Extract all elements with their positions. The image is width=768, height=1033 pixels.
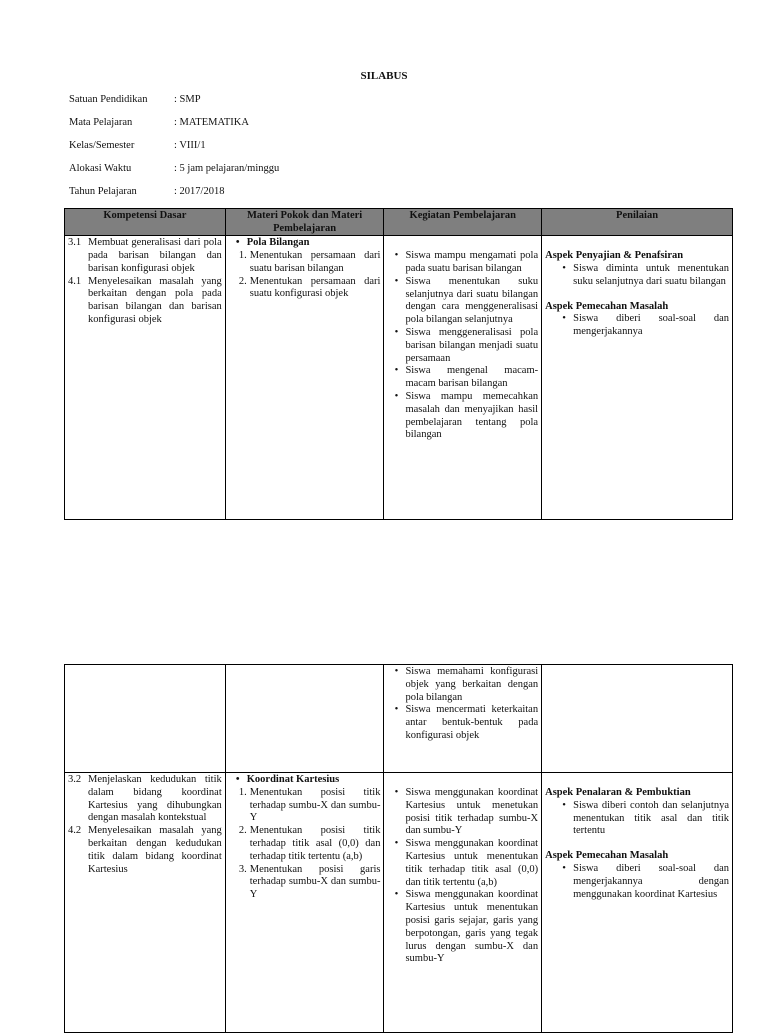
meta-label: Mata Pelajaran (69, 117, 133, 128)
table-row (65, 773, 733, 1033)
header-kompetensi-dasar: Kompetensi Dasar (65, 209, 226, 236)
materi-number: 2. (238, 825, 247, 837)
penilaian-text: Siswa diberi contoh dan selanjutnya menentukan titik asal dan titik tertentu (573, 799, 729, 837)
bullet-icon: • (394, 326, 399, 338)
penilaian-item (545, 313, 729, 339)
kegiatan-text: Siswa memahami konfigurasi objek yang berkaitan dengan pola bilangan (405, 666, 539, 703)
kompetensi-dasar-cell (65, 665, 226, 773)
materi-item (229, 864, 381, 902)
header-kegiatan: Kegiatan Pembelajaran (384, 209, 542, 236)
kd-text: Menyelesaikan masalah yang berkaitan dengan pola pada barisan bilangan dan barisan konfigurasi objek (88, 275, 222, 325)
table-row (65, 236, 733, 520)
materi-cell (225, 236, 384, 520)
bullet-icon: • (394, 365, 399, 377)
materi-text: Menentukan posisi titik terhadap sumbu-X dan sumbu-Y (249, 786, 381, 824)
materi-item (229, 276, 381, 302)
materi-text: Menentukan persamaan dari suatu barisan bilangan (249, 249, 381, 274)
materi-topic (229, 774, 381, 787)
materi-cell (225, 665, 384, 773)
table-row (65, 665, 733, 773)
meta-row (69, 140, 206, 153)
meta-value: : 2017/2018 (174, 186, 225, 197)
kegiatan-item (387, 327, 538, 365)
kegiatan-text: Siswa mampu memecahkan masalah dan menyajikan hasil pembelajaran tentang pola bilangan (405, 390, 539, 441)
kegiatan-text: Siswa menggunakan koordinat Kartesius untuk menentukan posisi garis sejajar, garis yang berpotongan, garis yang tegak lurus dengan sumbu-X dan sumbu-Y (405, 889, 539, 965)
kegiatan-item (387, 666, 538, 704)
kegiatan-item (387, 704, 538, 742)
materi-text: Menentukan persamaan dari suatu konfigurasi objek (249, 275, 381, 300)
header-penilaian: Penilaian (542, 209, 733, 236)
bullet-icon: • (235, 774, 240, 785)
kd-number: 4.1 (68, 275, 82, 287)
kegiatan-cell (384, 665, 542, 773)
syllabus-table-2 (64, 664, 733, 1033)
kd-text: Menjelaskan kedudukan titik dalam bidang koordinat Kartesius yang dihubungkan dengan masalah kontekstual (88, 774, 222, 824)
kegiatan-item (387, 365, 538, 391)
bullet-icon: • (394, 275, 399, 287)
penilaian-item (545, 263, 729, 289)
meta-row (69, 117, 249, 130)
kegiatan-item (387, 276, 538, 327)
meta-value: : VIII/1 (174, 140, 206, 151)
materi-text: Menentukan posisi garis terhadap sumbu-X dan sumbu-Y (249, 863, 381, 901)
kd-item (68, 237, 222, 275)
table-header-row (65, 209, 733, 236)
kegiatan-cell (384, 236, 542, 520)
kegiatan-item (387, 787, 538, 838)
penilaian-cell (542, 236, 733, 520)
bullet-icon: • (394, 666, 399, 677)
materi-item (229, 250, 381, 276)
kegiatan-text: Siswa mengenal macam-macam barisan bilangan (405, 365, 539, 390)
bullet-icon: • (394, 250, 399, 262)
kegiatan-text: Siswa menggunakan koordinat Kartesius untuk menentukan titik terhadap titik asal (0,0) dan titik tertentu (a,b) (405, 838, 539, 888)
materi-topic (229, 237, 381, 250)
penilaian-cell (542, 773, 733, 1033)
penilaian-text: Siswa diberi soal-soal dan mengerjakannya (573, 313, 729, 338)
bullet-icon: • (394, 889, 399, 901)
meta-row (69, 186, 224, 199)
penilaian-cell (542, 665, 733, 773)
topic-label: Koordinat Kartesius (246, 774, 340, 785)
bullet-icon: • (562, 862, 566, 874)
kegiatan-text: Siswa menggunakan koordinat Kartesius untuk menetukan posisi titik terhadap sumbu-X dan sumbu-Y (405, 787, 539, 837)
penilaian-item (545, 863, 729, 901)
kegiatan-text: Siswa menggeneralisasi pola barisan bilangan menjadi suatu persamaan (405, 326, 539, 364)
materi-text: Menentukan posisi titik terhadap titik asal (0,0) dan terhadap titik tertentu (a,b) (249, 825, 381, 862)
kompetensi-dasar-cell (65, 236, 226, 520)
meta-value: : MATEMATIKA (174, 117, 249, 128)
bullet-icon: • (235, 237, 240, 249)
kd-number: 4.2 (68, 825, 82, 837)
meta-label: Kelas/Semester (69, 140, 135, 151)
kegiatan-text: Siswa menentukan suku selanjutnya dari suatu bilangan dengan cara menggeneralisasi pola bilangan selanjutnya (405, 275, 539, 326)
kegiatan-item (387, 838, 538, 889)
aspek-label: Aspek Penyajian & Penafsiran (545, 250, 684, 262)
bullet-icon: • (394, 704, 399, 716)
bullet-icon: • (394, 838, 399, 850)
materi-cell (225, 773, 384, 1033)
kompetensi-dasar-cell (65, 773, 226, 1033)
penilaian-text: Siswa diminta untuk menentukan suku selanjutnya dari suatu bilangan (573, 262, 729, 287)
bullet-icon: • (562, 262, 566, 274)
bullet-icon: • (394, 390, 399, 402)
meta-label: Alokasi Waktu (69, 163, 132, 174)
kd-text: Membuat generalisasi dari pola pada barisan bilangan dan barisan konfigurasi objek (88, 237, 222, 274)
kd-item (68, 825, 222, 876)
meta-value: : SMP (174, 94, 201, 105)
materi-number: 1. (238, 249, 247, 261)
topic-label: Pola Bilangan (246, 237, 310, 249)
materi-number: 1. (238, 786, 247, 798)
bullet-icon: • (562, 799, 566, 811)
aspek-label: Aspek Pemecahan Masalah (545, 300, 669, 312)
meta-row (69, 94, 201, 107)
penilaian-item (545, 800, 729, 838)
materi-item (229, 787, 381, 825)
kd-item (68, 774, 222, 825)
aspek-label: Aspek Pemecahan Masalah (545, 850, 669, 862)
penilaian-text: Siswa diberi soal-soal dan mengerjakannya dengan menggunakan koordinat Kartesius (573, 862, 729, 900)
kd-item (68, 276, 222, 327)
bullet-icon: • (394, 787, 399, 798)
document-title: SILABUS (360, 70, 408, 82)
meta-label: Satuan Pendidikan (69, 94, 148, 105)
syllabus-table-1 (64, 208, 733, 520)
kegiatan-item (387, 889, 538, 966)
kegiatan-cell (384, 773, 542, 1033)
kd-text: Menyelesaikan masalah yang berkaitan dengan kedudukan titik dalam bidang koordinat Kartesius (88, 825, 222, 875)
kd-number: 3.1 (68, 237, 82, 249)
materi-number: 3. (238, 863, 247, 875)
materi-number: 2. (238, 275, 247, 287)
aspek-label: Aspek Penalaran & Pembuktian (545, 787, 691, 798)
header-materi-pokok: Materi Pokok dan Materi Pembelajaran (225, 209, 384, 236)
meta-row (69, 163, 279, 176)
kegiatan-text: Siswa mencermati keterkaitan antar bentuk-bentuk pada konfigurasi objek (405, 704, 539, 741)
materi-item (229, 825, 381, 863)
meta-label: Tahun Pelajaran (69, 186, 137, 197)
meta-value: : 5 jam pelajaran/minggu (174, 163, 280, 174)
kd-number: 3.2 (68, 774, 82, 785)
kegiatan-text: Siswa mampu mengamati pola pada suatu barisan bilangan (405, 250, 539, 274)
bullet-icon: • (562, 313, 566, 325)
kegiatan-item (387, 391, 538, 442)
kegiatan-item (387, 250, 538, 276)
